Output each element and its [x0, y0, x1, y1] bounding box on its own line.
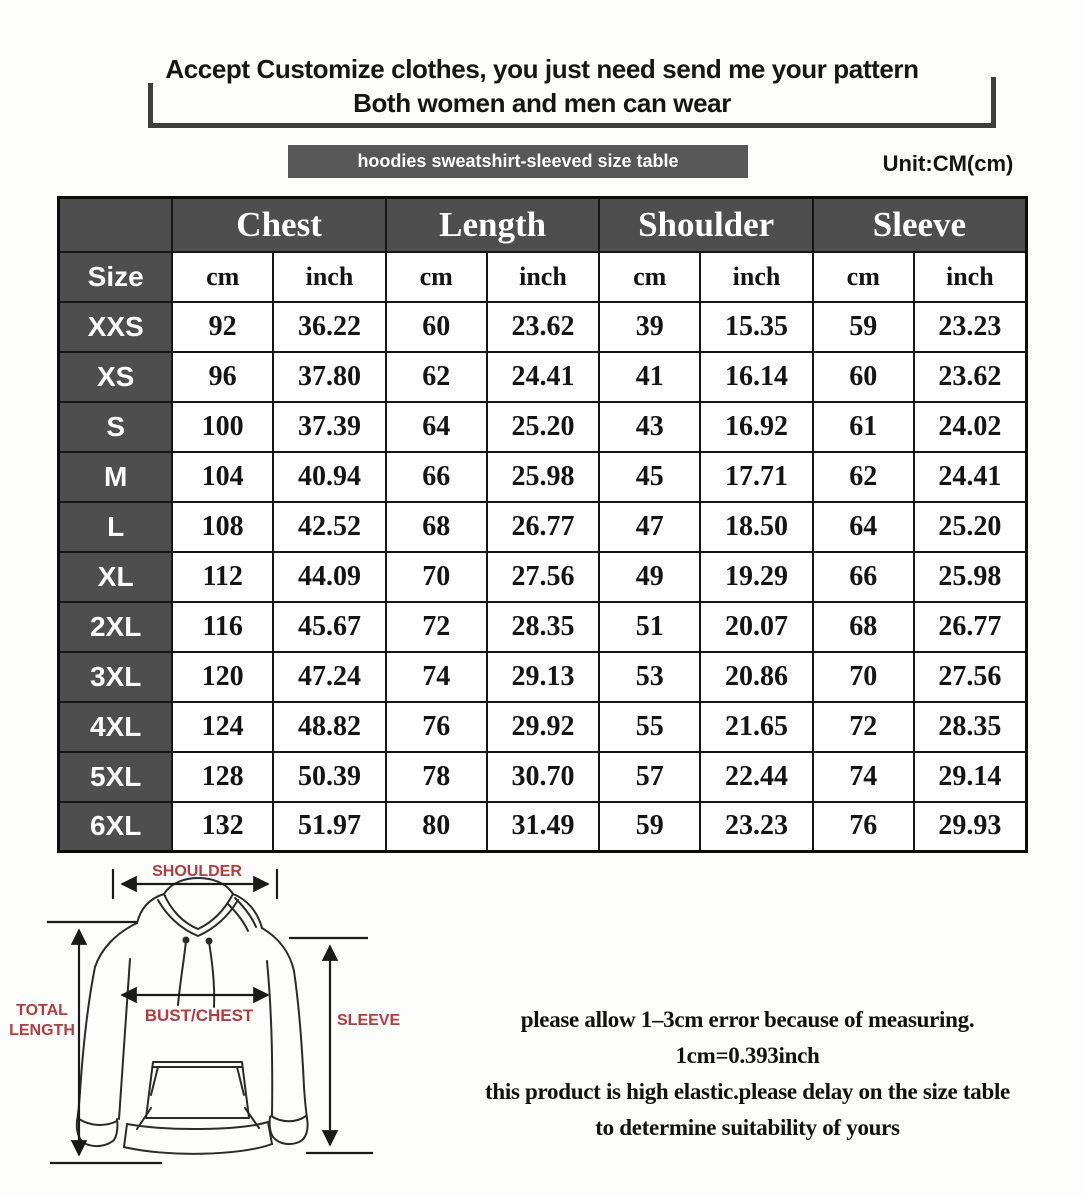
value-cell: 30.70 [487, 752, 600, 802]
group-header-sleeve: Sleeve [813, 198, 1027, 252]
size-cell: XXS [59, 302, 173, 352]
value-cell: 51 [599, 602, 700, 652]
value-cell: 25.98 [487, 452, 600, 502]
value-cell: 29.92 [487, 702, 600, 752]
value-cell: 20.86 [700, 652, 813, 702]
value-cell: 66 [813, 552, 914, 602]
value-cell: 29.93 [914, 802, 1027, 852]
value-cell: 40.94 [273, 452, 386, 502]
sleeve-label: SLEEVE [337, 1012, 401, 1029]
value-cell: 60 [813, 352, 914, 402]
value-cell: 53 [599, 652, 700, 702]
value-cell: 28.35 [914, 702, 1027, 752]
subheader-cell: cm [813, 252, 914, 302]
value-cell: 80 [386, 802, 487, 852]
value-cell: 29.13 [487, 652, 600, 702]
note-line-3: this product is high elastic.please delay on the size table [485, 1079, 1010, 1104]
table-row-l [59, 502, 1027, 552]
value-cell: 24.41 [487, 352, 600, 402]
total-length-label-line2: LENGTH [9, 1022, 75, 1039]
table-row-5xl [59, 752, 1027, 802]
value-cell: 39 [599, 302, 700, 352]
value-cell: 15.35 [700, 302, 813, 352]
value-cell: 27.56 [914, 652, 1027, 702]
value-cell: 51.97 [273, 802, 386, 852]
group-header-chest: Chest [172, 198, 386, 252]
value-cell: 25.98 [914, 552, 1027, 602]
value-cell: 27.56 [487, 552, 600, 602]
value-cell: 45.67 [273, 602, 386, 652]
group-header-length: Length [386, 198, 600, 252]
table-row-s [59, 402, 1027, 452]
size-cell: L [59, 502, 173, 552]
value-cell: 37.39 [273, 402, 386, 452]
subheader-cell: inch [487, 252, 600, 302]
value-cell: 112 [172, 552, 273, 602]
value-cell: 74 [386, 652, 487, 702]
value-cell: 62 [386, 352, 487, 402]
header-bracket-bottom [148, 123, 996, 128]
subheader-cell: cm [386, 252, 487, 302]
value-cell: 36.22 [273, 302, 386, 352]
value-cell: 23.23 [914, 302, 1027, 352]
value-cell: 124 [172, 702, 273, 752]
table-group-header-row [59, 198, 1027, 252]
value-cell: 61 [813, 402, 914, 452]
value-cell: 76 [813, 802, 914, 852]
subheader-cell: inch [700, 252, 813, 302]
table-row-6xl [59, 802, 1027, 852]
value-cell: 70 [813, 652, 914, 702]
value-cell: 28.35 [487, 602, 600, 652]
value-cell: 19.29 [700, 552, 813, 602]
table-row-3xl [59, 652, 1027, 702]
value-cell: 49 [599, 552, 700, 602]
table-row-xxs [59, 302, 1027, 352]
value-cell: 24.41 [914, 452, 1027, 502]
value-cell: 76 [386, 702, 487, 752]
size-cell: XL [59, 552, 173, 602]
value-cell: 18.50 [700, 502, 813, 552]
value-cell: 70 [386, 552, 487, 602]
value-cell: 64 [386, 402, 487, 452]
value-cell: 20.07 [700, 602, 813, 652]
value-cell: 60 [386, 302, 487, 352]
value-cell: 68 [813, 602, 914, 652]
size-header-cell: Size [59, 252, 173, 302]
table-title-banner: hoodies sweatshirt-sleeved size table [288, 145, 748, 178]
size-cell: 2XL [59, 602, 173, 652]
value-cell: 44.09 [273, 552, 386, 602]
value-cell: 25.20 [914, 502, 1027, 552]
value-cell: 37.80 [273, 352, 386, 402]
value-cell: 26.77 [487, 502, 600, 552]
value-cell: 92 [172, 302, 273, 352]
value-cell: 96 [172, 352, 273, 402]
size-cell: S [59, 402, 173, 452]
header-text [92, 52, 992, 120]
unit-label: Unit:CM(cm) [882, 151, 1014, 176]
value-cell: 74 [813, 752, 914, 802]
subheader-cell: inch [273, 252, 386, 302]
value-cell: 72 [813, 702, 914, 752]
value-cell: 31.49 [487, 802, 600, 852]
size-cell: 5XL [59, 752, 173, 802]
table-row-xs [59, 352, 1027, 402]
size-cell: M [59, 452, 173, 502]
value-cell: 120 [172, 652, 273, 702]
value-cell: 16.92 [700, 402, 813, 452]
value-cell: 45 [599, 452, 700, 502]
table-row-xl [59, 552, 1027, 602]
table-subheader-row [59, 252, 1027, 302]
value-cell: 23.62 [914, 352, 1027, 402]
header-line-2: Both women and men can wear [353, 88, 731, 118]
size-table [57, 196, 1028, 853]
value-cell: 104 [172, 452, 273, 502]
value-cell: 17.71 [700, 452, 813, 502]
value-cell: 47 [599, 502, 700, 552]
total-length-label-line1: TOTAL [16, 1002, 68, 1019]
value-cell: 42.52 [273, 502, 386, 552]
table-row-m [59, 452, 1027, 502]
subheader-cell: cm [172, 252, 273, 302]
bust-chest-label: BUST/CHEST [144, 1006, 254, 1025]
value-cell: 100 [172, 402, 273, 452]
header-line-1: Accept Customize clothes, you just need send me your pattern [165, 54, 919, 84]
value-cell: 25.20 [487, 402, 600, 452]
header-bracket-left [148, 83, 153, 128]
value-cell: 66 [386, 452, 487, 502]
value-cell: 128 [172, 752, 273, 802]
value-cell: 57 [599, 752, 700, 802]
shoulder-label: SHOULDER [152, 863, 242, 880]
note-line-2: 1cm=0.393inch [675, 1043, 820, 1068]
value-cell: 62 [813, 452, 914, 502]
value-cell: 72 [386, 602, 487, 652]
subheader-cell: inch [914, 252, 1027, 302]
group-header-shoulder: Shoulder [599, 198, 813, 252]
size-cell: 4XL [59, 702, 173, 752]
value-cell: 132 [172, 802, 273, 852]
size-cell: 6XL [59, 802, 173, 852]
note-line-4: to determine suitability of yours [595, 1115, 900, 1140]
value-cell: 59 [599, 802, 700, 852]
value-cell: 59 [813, 302, 914, 352]
value-cell: 55 [599, 702, 700, 752]
note-line-1: please allow 1–3cm error because of measuring. [520, 1007, 975, 1032]
corner-cell [59, 198, 173, 252]
notes-block [415, 1002, 1080, 1146]
size-cell: 3XL [59, 652, 173, 702]
value-cell: 64 [813, 502, 914, 552]
value-cell: 68 [386, 502, 487, 552]
value-cell: 48.82 [273, 702, 386, 752]
value-cell: 23.62 [487, 302, 600, 352]
size-cell: XS [59, 352, 173, 402]
value-cell: 50.39 [273, 752, 386, 802]
header-bracket-right [991, 77, 996, 128]
value-cell: 47.24 [273, 652, 386, 702]
value-cell: 43 [599, 402, 700, 452]
table-row-2xl [59, 602, 1027, 652]
value-cell: 108 [172, 502, 273, 552]
value-cell: 21.65 [700, 702, 813, 752]
value-cell: 78 [386, 752, 487, 802]
value-cell: 22.44 [700, 752, 813, 802]
value-cell: 23.23 [700, 802, 813, 852]
value-cell: 29.14 [914, 752, 1027, 802]
table-row-4xl [59, 702, 1027, 752]
value-cell: 16.14 [700, 352, 813, 402]
value-cell: 116 [172, 602, 273, 652]
hoodie-measure-diagram [0, 855, 430, 1190]
value-cell: 26.77 [914, 602, 1027, 652]
subheader-cell: cm [599, 252, 700, 302]
value-cell: 24.02 [914, 402, 1027, 452]
value-cell: 41 [599, 352, 700, 402]
